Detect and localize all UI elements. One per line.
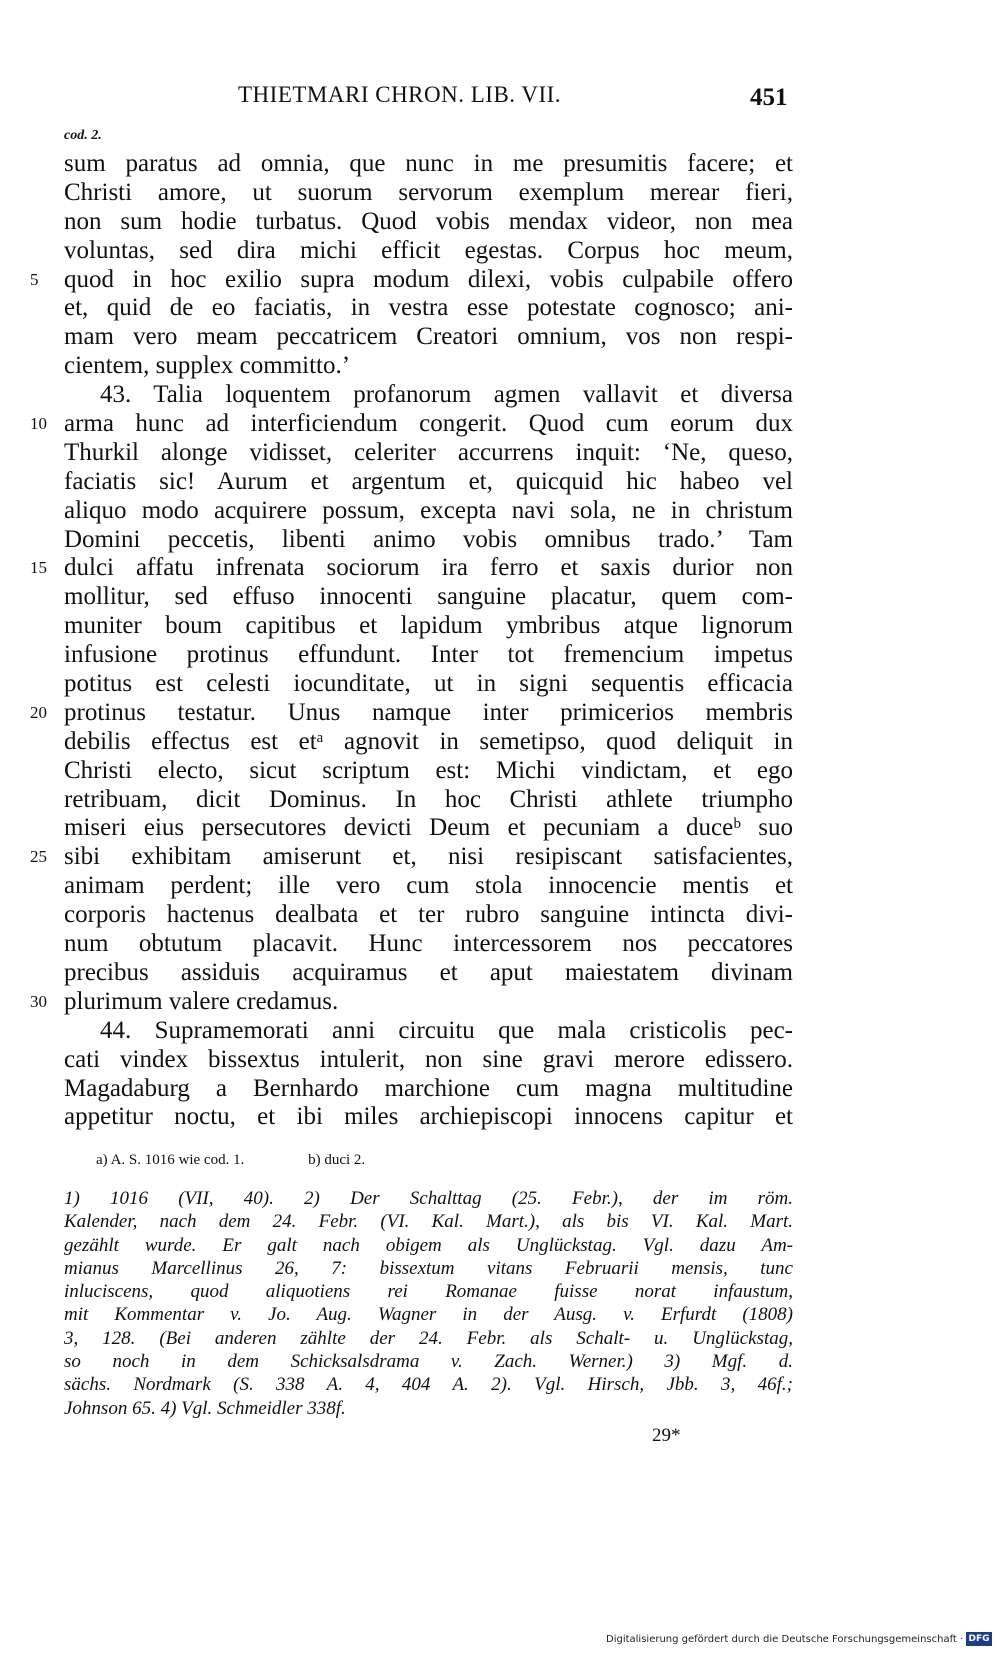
line-text: num obtutum placavit. Hunc intercessorem nos peccatores: [64, 930, 793, 958]
text-line: [64, 901, 793, 930]
footnote-line: inluciscens, quod aliquotiens rei Romanae fuisse norat infaustum,: [64, 1281, 793, 1303]
text-line: [64, 468, 793, 497]
text-line: [64, 1075, 793, 1104]
text-line: [64, 1017, 793, 1046]
text-line: [64, 294, 793, 323]
text-line: [64, 612, 793, 641]
line-text: cati vindex bissextus intulerit, non sine gravi merore edissero.: [64, 1045, 793, 1073]
text-line: [64, 814, 793, 843]
text-line: [64, 930, 793, 959]
line-text: miseri eius persecutores devicti Deum et pecuniam a duceᵇ suo: [64, 814, 793, 842]
line-text: protinus testatur. Unus namque inter primicerios membris: [64, 698, 793, 726]
text-line: [64, 381, 793, 410]
line-text: 43. Talia loquentem profanorum agmen vallavit et diversa: [100, 381, 793, 409]
line-text: Domini peccetis, libenti animo vobis omnibus trado.’ Tam: [64, 525, 793, 553]
dfg-logo: DFG: [966, 1632, 992, 1646]
line-text: Magadaburg a Bernhardo marchione cum magna multitudine: [64, 1074, 793, 1102]
line-text: animam perdent; ille vero cum stola innocencie mentis et: [64, 872, 793, 900]
text-line: [64, 439, 793, 468]
text-line: [64, 728, 793, 757]
text-line: [64, 208, 793, 237]
text-line: [30, 698, 793, 728]
line-text: retribuam, dicit Dominus. In hoc Christi athlete triumpho: [64, 785, 793, 813]
text-line: [30, 987, 793, 1017]
line-text: Christi electo, sicut scriptum est: Michi vindictam, et ego: [64, 756, 793, 784]
footnote-line: 3, 128. (Bei anderen zählte der 24. Febr. als Schalt- u. Unglückstag,: [64, 1327, 793, 1349]
text-line: [64, 1103, 793, 1132]
line-number: 15: [30, 558, 47, 578]
line-text: sibi exhibitam amiserunt et, nisi resipiscant satisfacientes,: [64, 843, 793, 871]
line-text: muniter boum capitibus et lapidum ymbribus atque lignorum: [64, 612, 793, 640]
text-line: [64, 179, 793, 208]
line-text: cientem, supplex committo.’: [64, 352, 351, 380]
line-text: sum paratus ad omnia, que nunc in me presumitis facere; et: [64, 150, 793, 177]
line-number: 30: [30, 991, 47, 1011]
text-line: [64, 526, 793, 555]
text-line: [64, 641, 793, 670]
digitization-credit: Digitalisierung gefördert durch die Deutsche Forschungsgemeinschaft ·: [606, 1634, 964, 1645]
line-text: faciatis sic! Aurum et argentum et, quicquid hic habeo vel: [64, 467, 793, 495]
line-number: 5: [30, 269, 39, 289]
line-number: 10: [30, 414, 47, 434]
text-line: [30, 554, 793, 583]
text-line: [64, 352, 793, 381]
line-text: debilis effectus est etᵃ agnovit in semetipso, quod deliquit in: [64, 727, 793, 755]
footnote-line: Kalender, nach dem 24. Febr. (VI. Kal. Mart.), als bis VI. Kal. Mart.: [64, 1211, 793, 1233]
line-text: non sum hodie turbatus. Quod vobis mendax videor, non mea: [64, 207, 793, 235]
line-text: arma hunc ad interficiendum congerit. Quod cum eorum dux: [64, 410, 793, 438]
text-line: [30, 410, 793, 439]
text-line: [30, 843, 793, 872]
footnote-line: mit Kommentar v. Jo. Aug. Wagner in der Ausg. v. Erfurdt (1808): [64, 1304, 793, 1326]
codex-label: cod. 2.: [64, 128, 102, 143]
text-line: [64, 150, 793, 179]
text-line: [64, 670, 793, 699]
text-line: [64, 872, 793, 901]
footnote-line: gezählt wurde. Er galt nach obigem als Unglückstag. Vgl. dazu Am-: [64, 1234, 793, 1256]
line-text: Thurkil alonge vidisset, celeriter accurrens inquit: ‘Ne, queso,: [64, 438, 793, 466]
line-text: dulci affatu infrenata sociorum ira ferro et saxis durior non: [64, 554, 793, 582]
footnote-line: sächs. Nordmark (S. 338 A. 4, 404 A. 2). Vgl. Hirsch, Jbb. 3, 46f.;: [64, 1374, 793, 1396]
footnote-line: 1) 1016 (VII, 40). 2) Der Schalttag (25. Febr.), der im röm.: [64, 1188, 793, 1209]
footnote-line: Johnson 65. 4) Vgl. Schmeidler 338f.: [64, 1397, 346, 1419]
text-line: [64, 959, 793, 988]
line-text: 44. Supramemorati anni circuitu que mala cristicolis pec-: [100, 1016, 793, 1044]
footnotes: [64, 1187, 793, 1420]
signature-mark: 29*: [652, 1425, 681, 1446]
text-line: [64, 786, 793, 815]
line-number: 20: [30, 702, 47, 722]
page-header-title: THIETMARI CHRON. LIB. VII.: [238, 82, 562, 107]
line-text: potitus est celesti iocunditate, ut in signi sequentis efficacia: [64, 670, 793, 698]
line-text: mollitur, sed effuso innocenti sanguine placatur, quem com-: [64, 583, 793, 611]
text-line: [64, 323, 793, 352]
text-line: [64, 1046, 793, 1075]
line-text: mam vero meam peccatricem Creatori omnium, vos non respi-: [64, 323, 793, 351]
line-text: aliquo modo acquirere possum, excepta navi sola, ne in christum: [64, 496, 793, 524]
apparatus-note-b: b) duci 2.: [308, 1152, 366, 1168]
line-text: appetitur noctu, et ibi miles archiepiscopi innocens capitur et: [64, 1103, 793, 1131]
apparatus-note-a: a) A. S. 1016 wie cod. 1.: [96, 1152, 245, 1168]
line-text: corporis hactenus dealbata et ter rubro sanguine intincta divi-: [64, 901, 793, 929]
text-line: [64, 497, 793, 526]
line-text: et, quid de eo faciatis, in vestra esse potestate cognosco; ani-: [64, 294, 793, 322]
footnote-line: so noch in dem Schicksalsdrama v. Zach. Werner.) 3) Mgf. d.: [64, 1351, 793, 1373]
line-text: Christi amore, ut suorum servorum exemplum merear fieri,: [64, 178, 793, 206]
line-text: infusione protinus effundunt. Inter tot fremencium impetus: [64, 641, 793, 669]
line-text: quod in hoc exilio supra modum dilexi, vobis culpabile offero: [64, 265, 793, 293]
line-text: plurimum valere credamus.: [64, 987, 339, 1015]
line-text: voluntas, sed dira michi efficit egestas. Corpus hoc meum,: [64, 236, 793, 264]
text-line: [64, 583, 793, 612]
critical-apparatus: [96, 1152, 365, 1169]
footnote-line: mianus Marcellinus 26, 7: bissextum vitans Februarii mensis, tunc: [64, 1257, 793, 1279]
page-number: 451: [750, 84, 788, 111]
main-text: [30, 150, 793, 1132]
text-line: [64, 757, 793, 786]
text-line: [30, 265, 793, 295]
line-text: precibus assiduis acquiramus et aput maiestatem divinam: [64, 958, 793, 986]
line-number: 25: [30, 847, 47, 867]
text-line: [64, 237, 793, 266]
